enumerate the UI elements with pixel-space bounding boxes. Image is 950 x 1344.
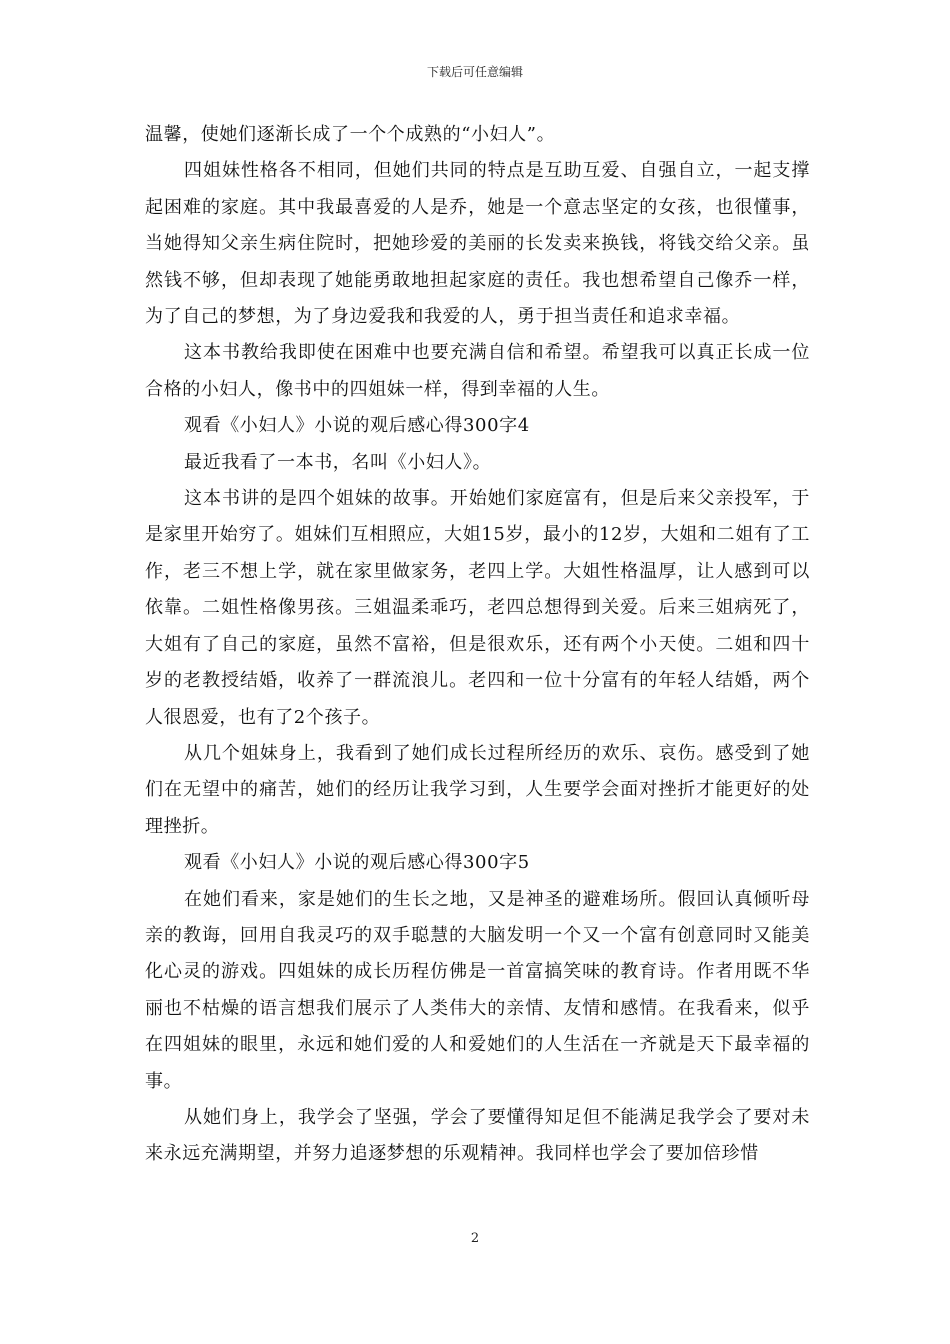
paragraph: 从她们身上，我学会了坚强，学会了要懂得知足但不能满足我学会了要对未来永远充满期望，并努力追逐梦想的乐观精神。我同样也学会了要加倍珍惜 (145, 1106, 810, 1165)
paragraph: 最近我看了一本书，名叫《小妇人》。 (184, 451, 492, 473)
section-heading: 观看《小妇人》小说的观后感心得300字4 (184, 415, 530, 437)
section-heading: 观看《小妇人》小说的观后感心得300字5 (184, 852, 530, 874)
paragraph: 从几个姐妹身上，我看到了她们成长过程所经历的欢乐、哀伤。感受到了她们在无望中的痛苦，她们的经历让我学习到，人生要学会面对挫折才能更好的处理挫折。 (145, 742, 810, 837)
paragraph: 这本书教给我即使在困难中也要充满自信和希望。希望我可以真正长成一位合格的小妇人，像书中的四姐妹一样，得到幸福的人生。 (145, 342, 810, 400)
paragraph: 在她们看来，家是她们的生长之地，又是神圣的避难场所。假回认真倾听母亲的教诲，回用自我灵巧的双手聪慧的大脑发明一个又一个富有创意同时又能美化心灵的游戏。四姐妹的成长历程仿佛是一首富搞笑味的教育诗。作者用既不华丽也不枯燥的语言想我们展示了人类伟大的亲情、友情和感情。在我看来，似乎在四姐妹的眼里，永远和她们爱的人和爱她们的人生活在一齐就是天下最幸福的事。 (145, 888, 810, 1092)
page-number: 2 (470, 1231, 480, 1246)
paragraph: 这本书讲的是四个姐妹的故事。开始她们家庭富有，但是后来父亲投军，于是家里开始穷了。姐妹们互相照应，大姐15岁，最小的12岁，大姐和二姐有了工作，老三不想上学，就在家里做家务，老四上学。大姐性格温厚，让人感到可以依靠。二姐性格像男孩。三姐温柔乖巧，老四总想得到关爱。后来三姐病死了，大姐有了自己的家庭，虽然不富裕，但是很欢乐，还有两个小天使。二姐和四十岁的老教授结婚，收养了一群流浪儿。老四和一位十分富有的年轻人结婚，两个人很恩爱，也有了2个孩子。 (145, 488, 810, 728)
page-header: 下载后可任意编辑 (426, 65, 523, 79)
paragraph: 四姐妹性格各不相同，但她们共同的特点是互助互爱、自强自立，一起支撑起困难的家庭。其中我最喜爱的人是乔，她是一个意志坚定的女孩，也很懂事，当她得知父亲生病住院时，把她珍爱的美丽的长发卖来换钱，将钱交给父亲。虽然钱不够，但却表现了她能勇敢地担起家庭的责任。我也想希望自己像乔一样，为了自己的梦想，为了身边爱我和我爱的人，勇于担当责任和追求幸福。 (145, 160, 810, 328)
document-body (145, 117, 810, 1173)
paragraph: 温馨，使她们逐渐长成了一个个成熟的“小妇人”。 (145, 124, 556, 145)
